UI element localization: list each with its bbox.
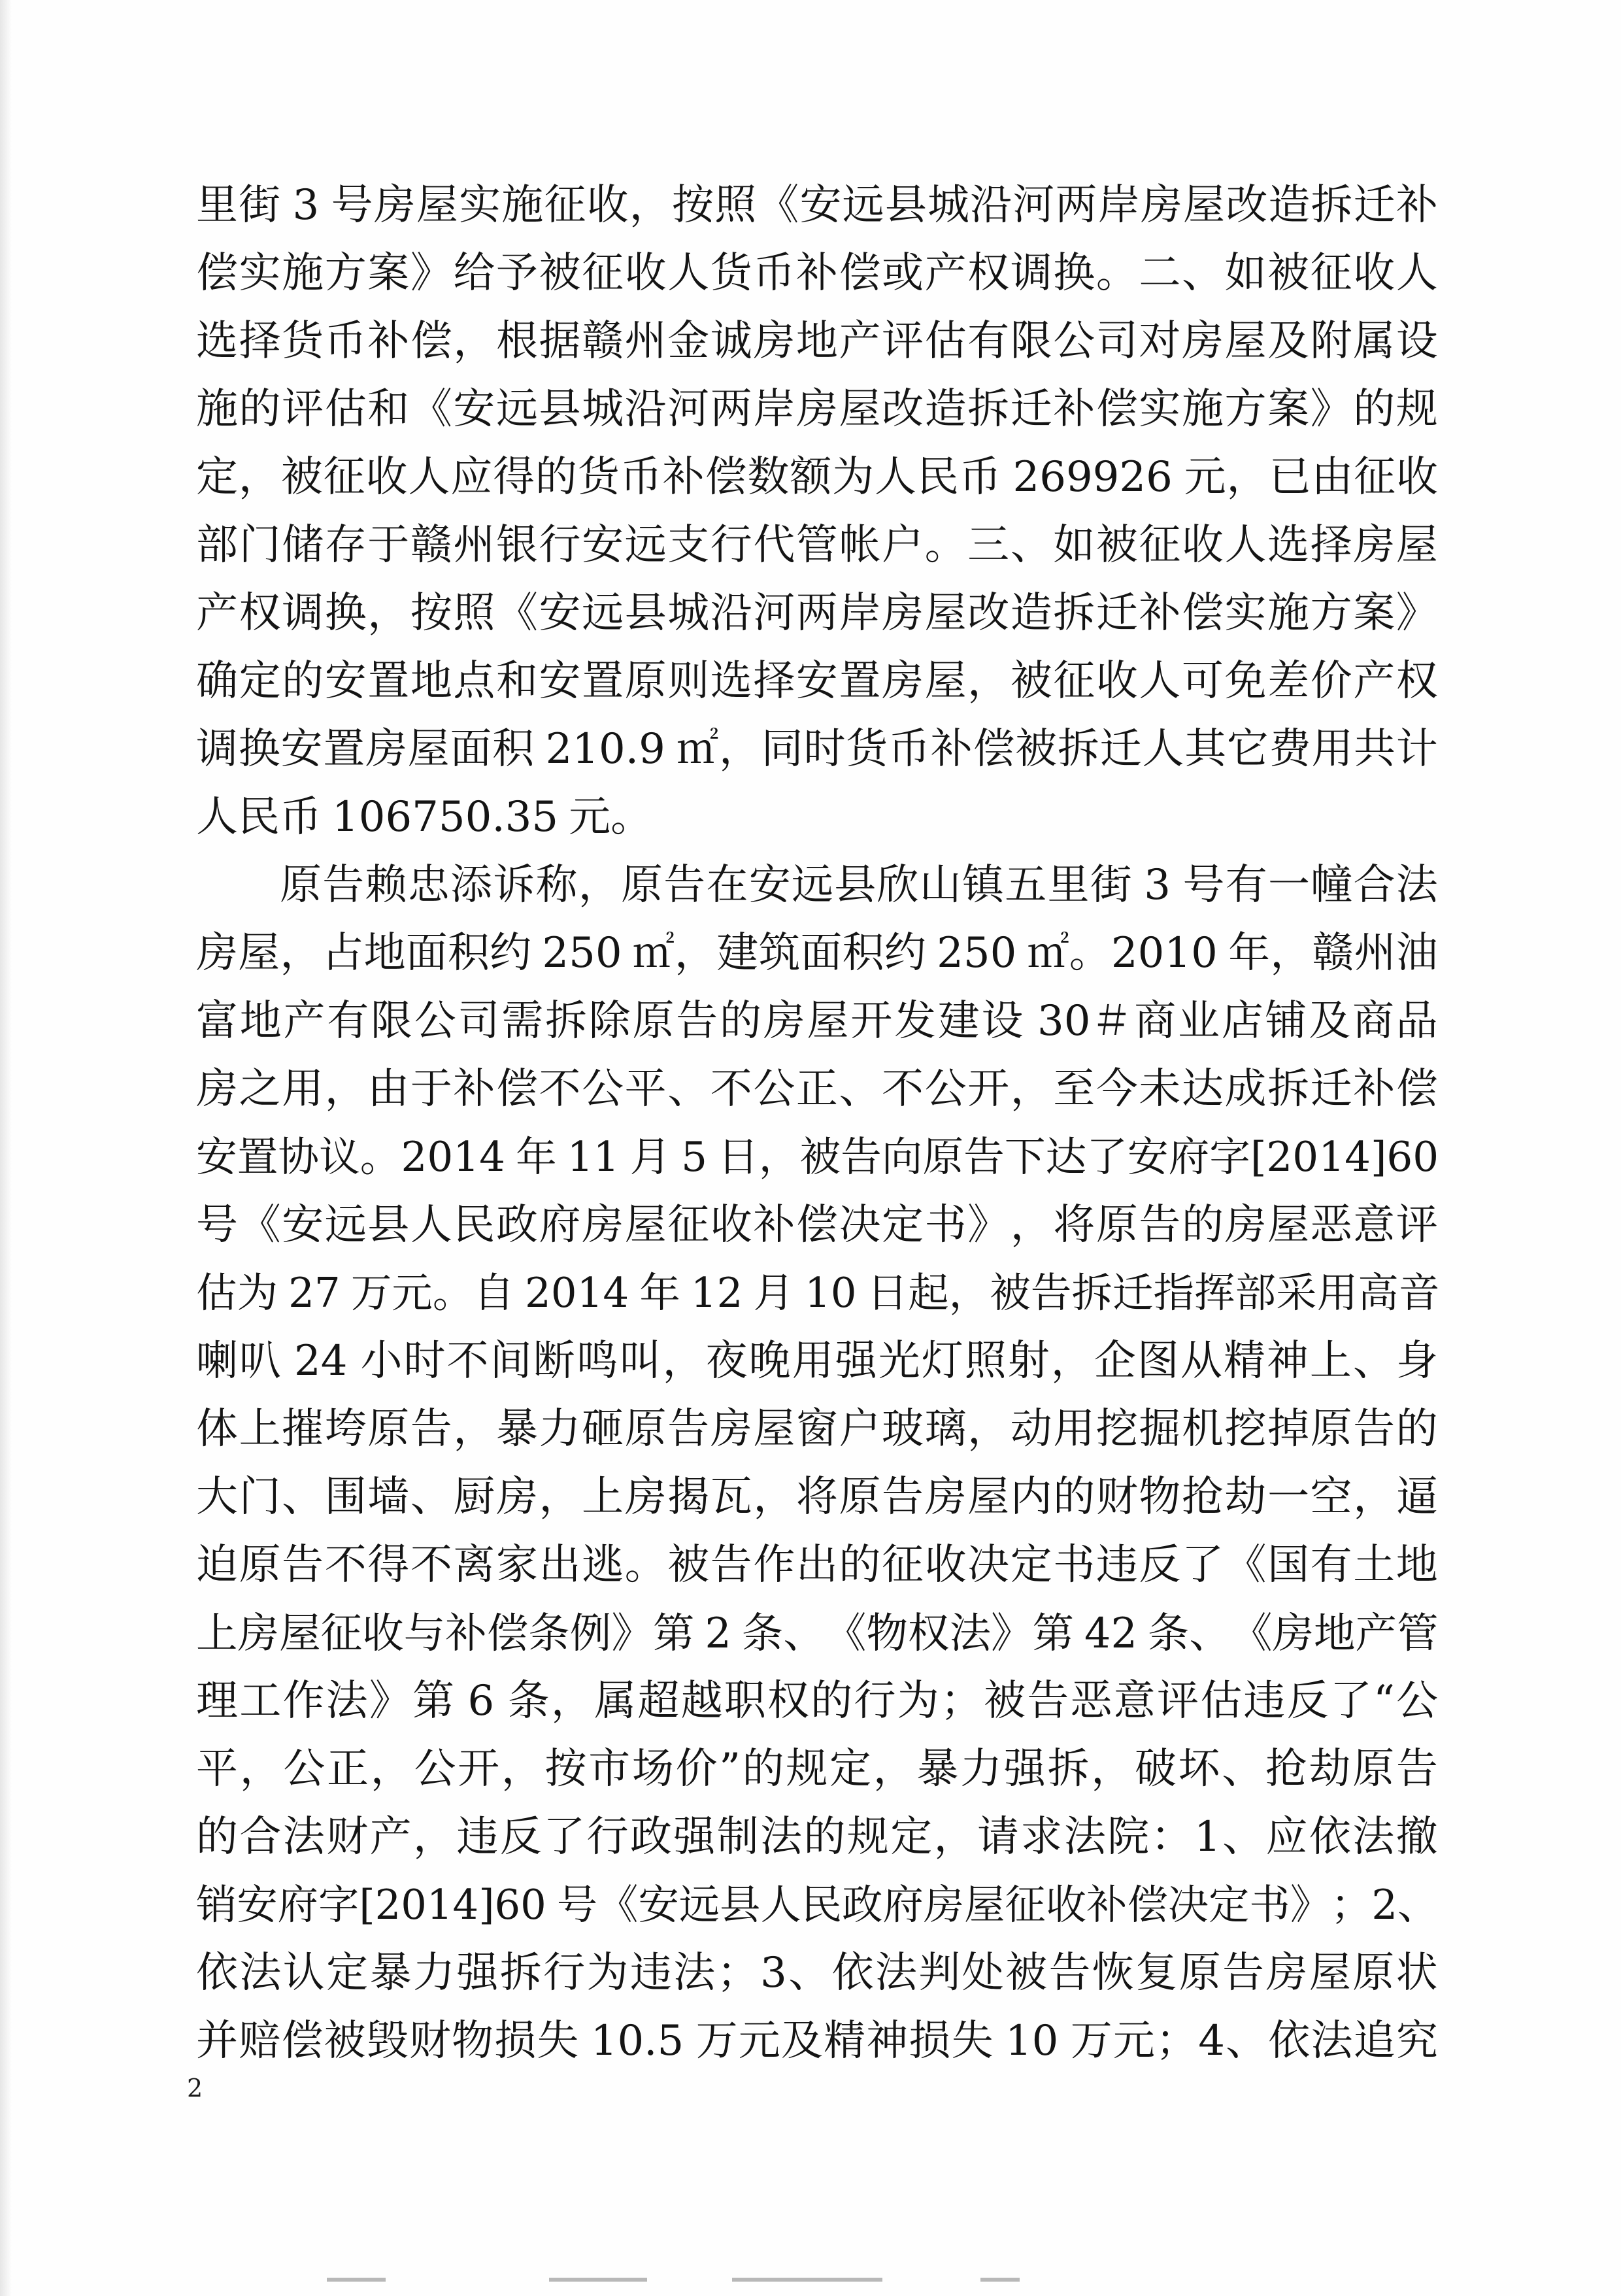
body-text	[196, 171, 1438, 2075]
text-line: 大 门 、 围 墙 、 厨 房 ， 上 房 揭 瓦 ， 将 原 告 房 屋 内 的 财 物 抢 劫 一 空 ， 逼	[196, 1473, 1438, 1521]
scan-binding-shadow	[0, 0, 12, 2296]
text-line: 安 置 协 议 。 2014 年 11 月 5 日 ， 被 告 向 原 告 下 达 了 安 府 字 [2014]60	[196, 1133, 1439, 1181]
text-line: 产 权 调 换 ， 按 照 《 安 远 县 城 沿 河 两 岸 房 屋 改 造 拆 迁 补 偿 实 施 方 案 》	[196, 589, 1438, 637]
text-line: 体 上 摧 垮 原 告 ， 暴 力 砸 原 告 房 屋 窗 户 玻 璃 ， 动 用 挖 掘 机 挖 掉 原 告 的	[196, 1405, 1438, 1453]
text-line: 调 换 安 置 房 屋 面 积 210.9 ㎡ ， 同 时 货 币 补 偿 被 拆 迁 人 其 它 费 用 共 计	[196, 725, 1438, 773]
text-line: 选 择 货 币 补 偿 ， 根 据 赣 州 金 诚 房 地 产 评 估 有 限 公 司 对 房 屋 及 附 属 设	[196, 317, 1438, 365]
text-line: 平 ， 公 正 ， 公 开 ， 按 市 场 价 ” 的 规 定 ， 暴 力 强 拆 ， 破 坏 、 抢 劫 原 告	[196, 1745, 1438, 1793]
text-line: 依 法 认 定 暴 力 强 拆 行 为 违 法 ； 3 、 依 法 判 处 被 告 恢 复 原 告 房 屋 原 状	[196, 1949, 1438, 1997]
text-line: 上 房 屋 征 收 与 补 偿 条 例 》 第 2 条 、 《 物 权 法 》 第 42 条 、 《 房 地 产 管	[196, 1609, 1439, 1657]
text-line: 人 民 币 106750.35 元 。	[196, 793, 653, 841]
scan-bottom-edge	[0, 2269, 1621, 2296]
text-line: 迫 原 告 不 得 不 离 家 出 逃 。 被 告 作 出 的 征 收 决 定 书 违 反 了 《 国 有 土 地	[196, 1541, 1438, 1589]
text-line: 原 告 赖 忠 添 诉 称 ， 原 告 在 安 远 县 欣 山 镇 五 里 街 3 号 有 一 幢 合 法	[280, 861, 1438, 909]
text-line: 并 赔 偿 被 毁 财 物 损 失 10.5 万 元 及 精 神 损 失 10 万 元 ； 4 、 依 法 追 究	[196, 2017, 1438, 2065]
text-line: 的 合 法 财 产 ， 违 反 了 行 政 强 制 法 的 规 定 ， 请 求 法 院 ： 1 、 应 依 法 撤	[196, 1813, 1438, 1861]
text-line: 定 ， 被 征 收 人 应 得 的 货 币 补 偿 数 额 为 人 民 币 269926 元 ， 已 由 征 收	[196, 453, 1438, 501]
text-line: 施 的 评 估 和 《 安 远 县 城 沿 河 两 岸 房 屋 改 造 拆 迁 补 偿 实 施 方 案 》 的 规	[196, 385, 1438, 433]
text-line: 里 街 3 号 房 屋 实 施 征 收 ， 按 照 《 安 远 县 城 沿 河 两 岸 房 屋 改 造 拆 迁 补	[196, 181, 1438, 229]
text-line: 号 《 安 远 县 人 民 政 府 房 屋 征 收 补 偿 决 定 书 》 ， 将 原 告 的 房 屋 恶 意 评	[196, 1201, 1438, 1249]
text-line: 富 地 产 有 限 公 司 需 拆 除 原 告 的 房 屋 开 发 建 设 30＃ 商 业 店 铺 及 商 品	[196, 997, 1438, 1045]
text-line: 确 定 的 安 置 地 点 和 安 置 原 则 选 择 安 置 房 屋 ， 被 征 收 人 可 免 差 价 产 权	[196, 657, 1438, 705]
text-line: 偿 实 施 方 案 》 给 予 被 征 收 人 货 币 补 偿 或 产 权 调 换 。 二 、 如 被 征 收 人	[196, 249, 1438, 297]
text-line: 部 门 储 存 于 赣 州 银 行 安 远 支 行 代 管 帐 户 。 三 、 如 被 征 收 人 选 择 房 屋	[196, 521, 1438, 569]
text-line: 理 工 作 法 》 第 6 条 ， 属 超 越 职 权 的 行 为 ； 被 告 恶 意 评 估 违 反 了 “ 公	[196, 1677, 1438, 1725]
text-line: 房 屋 ， 占 地 面 积 约 250 ㎡ ， 建 筑 面 积 约 250 ㎡ 。 2010 年 ， 赣 州 油	[196, 929, 1438, 977]
text-line: 喇 叭 24 小 时 不 间 断 鸣 叫 ， 夜 晚 用 强 光 灯 照 射 ， 企 图 从 精 神 上 、 身	[196, 1337, 1438, 1385]
page-number: 2	[187, 2074, 203, 2102]
text-line: 销 安 府 字 [2014]60 号 《 安 远 县 人 民 政 府 房 屋 征 收 补 偿 决 定 书 》 ； 2 、	[196, 1881, 1439, 1929]
text-line: 房 之 用 ， 由 于 补 偿 不 公 平 、 不 公 正 、 不 公 开 ， 至 今 未 达 成 拆 迁 补 偿	[196, 1065, 1438, 1113]
text-line: 估 为 27 万 元 。 自 2014 年 12 月 10 日 起 ， 被 告 拆 迁 指 挥 部 采 用 高 音	[196, 1269, 1440, 1317]
